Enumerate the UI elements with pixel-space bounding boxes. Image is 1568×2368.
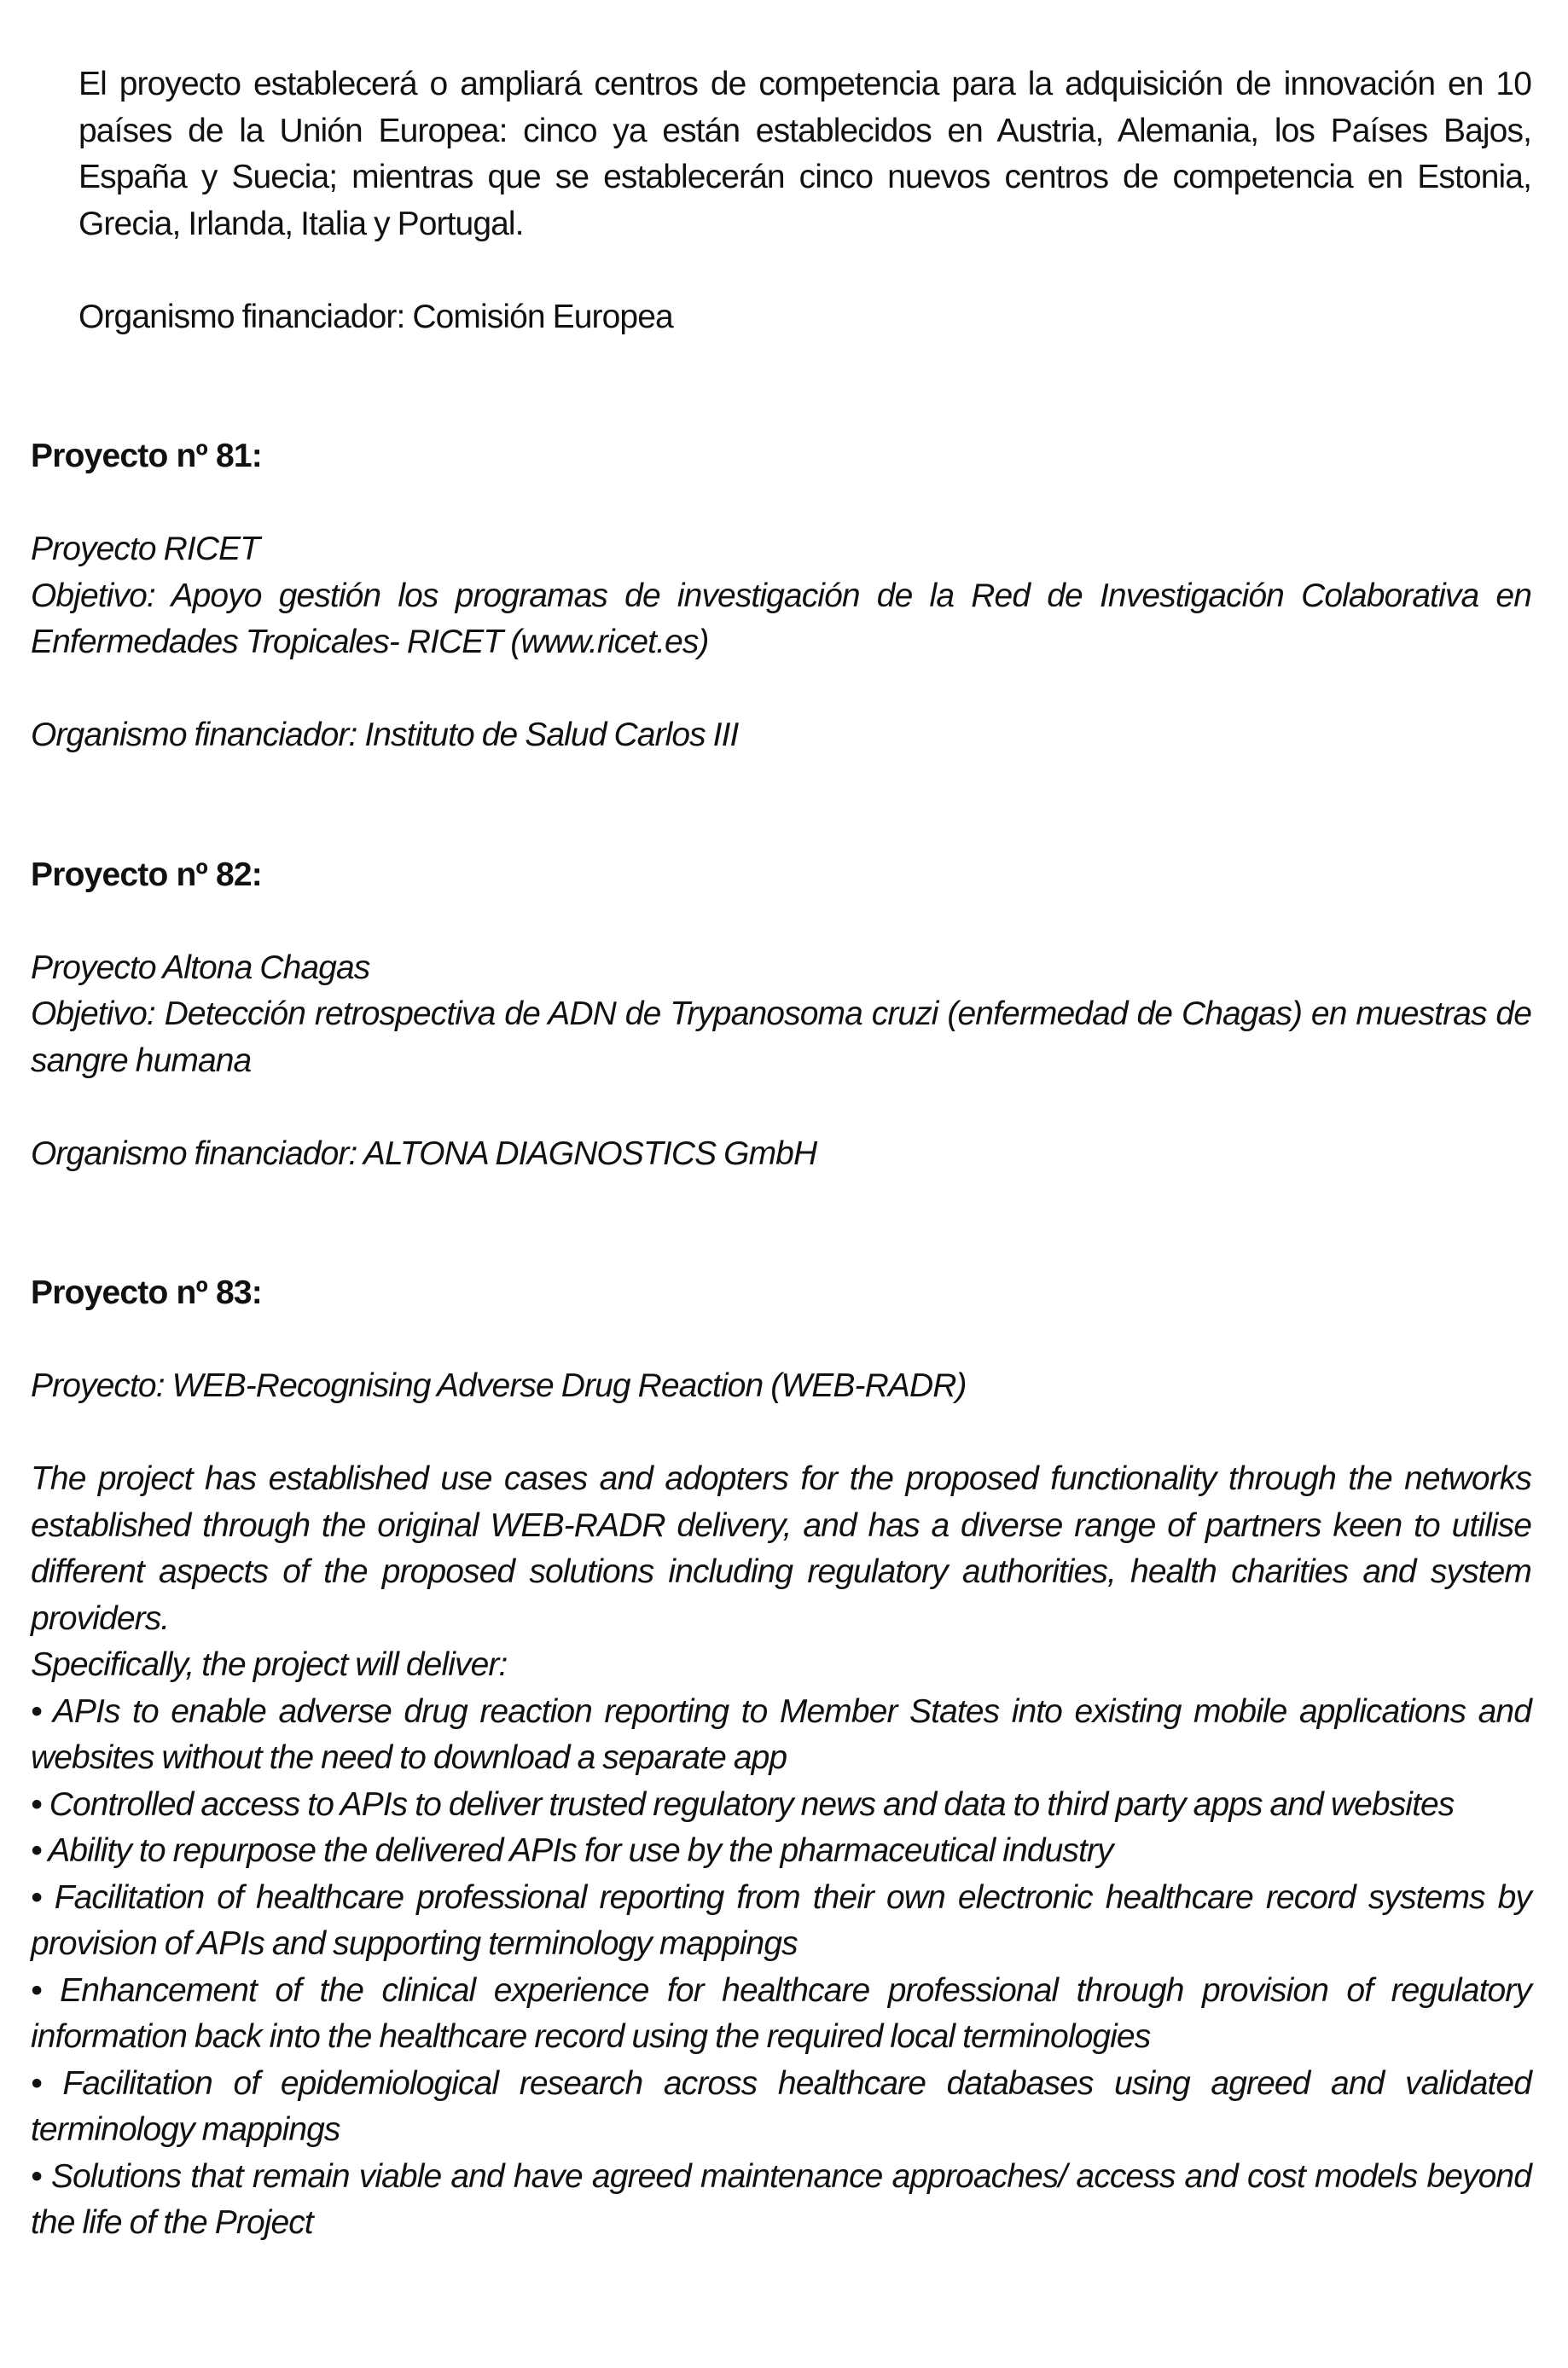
intro-section (31, 61, 1531, 340)
list-item: • APIs to enable adverse drug reaction reporting to Member States into existing mobile applications and websites without the need to download a separate app (31, 1692, 1531, 1776)
project-83-deliverables-list (31, 1689, 1531, 2247)
list-item: • Ability to repurpose the delivered APIs for use by the pharmaceutical industry (31, 1832, 1113, 1869)
project-82-section (31, 852, 1531, 1178)
list-item: • Enhancement of the clinical experience for healthcare professional through provision of regulatory information back into the healthcare record using the required local terminologies (31, 1971, 1531, 2055)
list-item: • Facilitation of epidemiological research across healthcare databases using agreed and validated terminology mappings (31, 2064, 1531, 2148)
list-item: • Controlled access to APIs to deliver trusted regulatory news and data to third party apps and websites (31, 1785, 1455, 1823)
project-83-deliver-intro: Specifically, the project will deliver: (31, 1646, 508, 1683)
project-82-funder: Organismo financiador: ALTONA DIAGNOSTICS GmbH (31, 1135, 817, 1172)
list-item: • Facilitation of healthcare professional reporting from their own electronic healthcare record systems by provision of APIs and supporting terminology mappings (31, 1878, 1531, 1962)
project-82-objective: Objetivo: Detección retrospectiva de ADN de Trypanosoma cruzi (enfermedad de Chagas) en muestras de sangre humana (31, 995, 1531, 1079)
intro-paragraph: El proyecto establecerá o ampliará centros de competencia para la adquisición de innovación en 10 países de la Unión Europea: cinco ya están establecidos en Austria, Alemania, los Países Bajos, España y Suecia; mientras que se establecerán cinco nuevos centros de competencia en Estonia, Grecia, Irlanda, Italia y Portugal. (78, 66, 1531, 242)
project-83-name: Proyecto: WEB-Recognising Adverse Drug Reaction (WEB-RADR) (31, 1367, 967, 1404)
project-81-objective: Objetivo: Apoyo gestión los programas de investigación de la Red de Investigación Colaborativa en Enfermedades Tropicales- RICET (www.ricet.es) (31, 577, 1531, 660)
project-83-section (31, 1270, 1531, 2247)
project-81-heading: Proyecto nº 81: (31, 438, 262, 474)
project-82-name: Proyecto Altona Chagas (31, 949, 370, 986)
project-83-heading: Proyecto nº 83: (31, 1274, 262, 1311)
project-83-description: The project has established use cases and adopters for the proposed functionality through the networks established through the original WEB-RADR delivery, and has a diverse range of partners keen to utilise different aspects of the proposed solutions including regulatory authorities, health charities and system providers. (31, 1460, 1531, 1637)
list-item: • Solutions that remain viable and have agreed maintenance approaches/ access and cost models beyond the life of the Project (31, 2157, 1531, 2241)
project-82-heading: Proyecto nº 82: (31, 856, 262, 893)
project-81-funder: Organismo financiador: Instituto de Salud Carlos III (31, 717, 739, 753)
project-81-section (31, 433, 1531, 759)
project-81-name: Proyecto RICET (31, 531, 260, 567)
intro-funder: Organismo financiador: Comisión Europea (78, 298, 673, 335)
